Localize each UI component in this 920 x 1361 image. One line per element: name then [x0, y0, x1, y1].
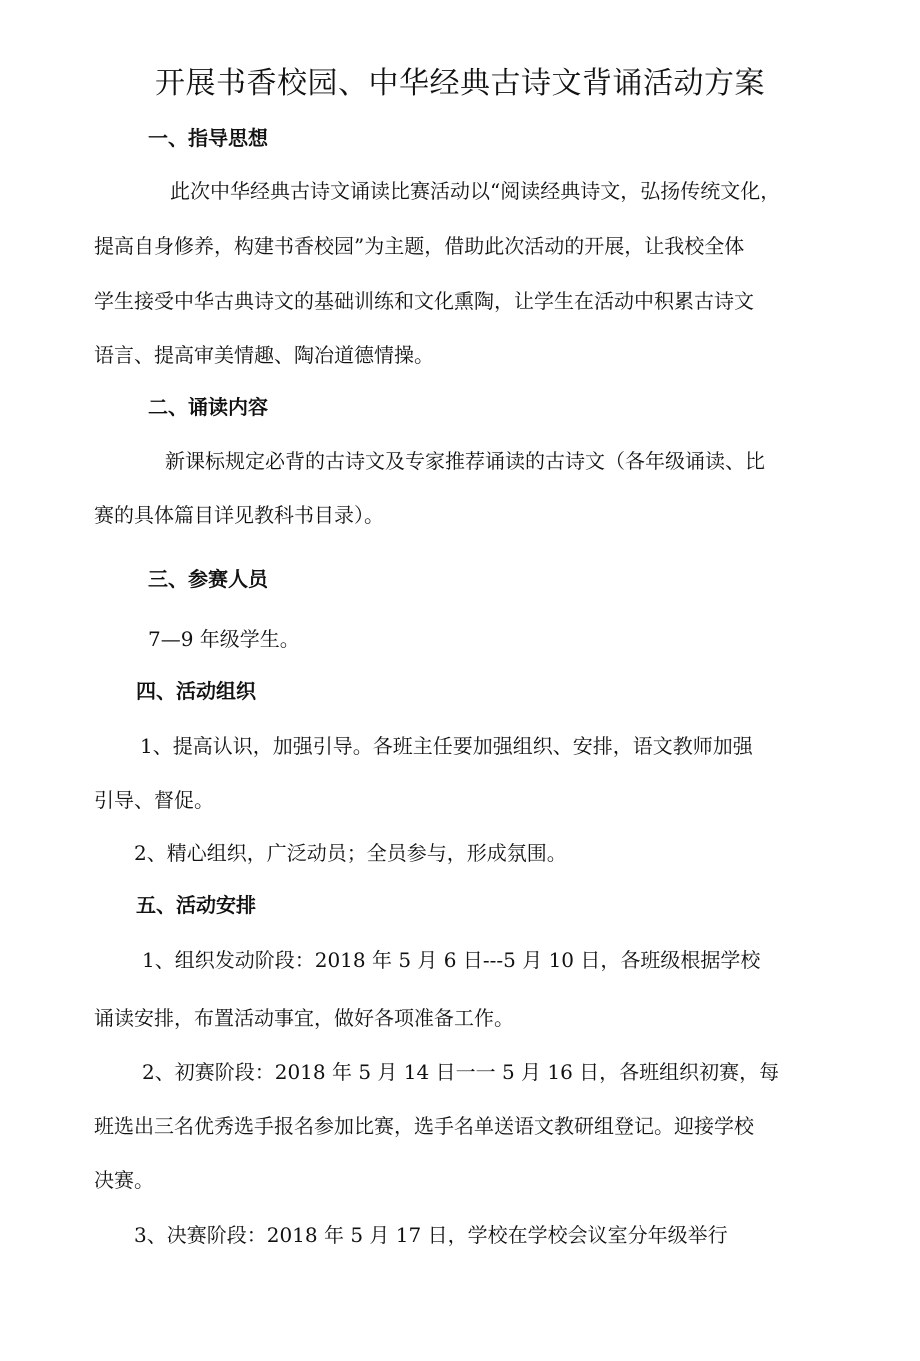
paragraph-line: 班选出三名优秀选手报名参加比赛，选手名单送语文教研组登记。迎接学校	[94, 1114, 754, 1138]
paragraph-line: 语言、提高审美情趣、陶冶道德情操。	[94, 343, 434, 367]
paragraph-line: 2、精心组织，广泛动员；全员参与，形成氛围。	[134, 841, 567, 865]
paragraph-line: 3、决赛阶段：2018 年 5 月 17 日，学校在学校会议室分年级举行	[134, 1223, 728, 1247]
paragraph-line: 此次中华经典古诗文诵读比赛活动以“阅读经典诗文，弘扬传统文化，	[170, 179, 781, 203]
paragraph-line: 2、初赛阶段：2018 年 5 月 14 日一一 5 月 16 日，各班组织初赛，每	[142, 1060, 780, 1084]
paragraph-line: 新课标规定必背的古诗文及专家推荐诵读的古诗文（各年级诵读、比	[165, 449, 765, 473]
section-heading-reading-content: 二、诵读内容	[148, 395, 268, 419]
section-heading-activity-organization: 四、活动组织	[136, 679, 256, 703]
paragraph-line: 赛的具体篇目详见教科书目录）。	[94, 503, 384, 527]
section-heading-activity-schedule: 五、活动安排	[136, 893, 256, 917]
paragraph-line: 学生接受中华古典诗文的基础训练和文化熏陶，让学生在活动中积累古诗文	[94, 289, 754, 313]
document-title: 开展书香校园、中华经典古诗文背诵活动方案	[155, 66, 765, 101]
paragraph-line: 提高自身修养，构建书香校园”为主题，借助此次活动的开展，让我校全体	[94, 234, 745, 258]
paragraph-line: 决赛。	[94, 1168, 154, 1192]
paragraph-line: 1、提高认识，加强引导。各班主任要加强组织、安排，语文教师加强	[140, 734, 753, 758]
section-heading-guiding-thought: 一、指导思想	[148, 126, 268, 150]
paragraph-line: 1、组织发动阶段：2018 年 5 月 6 日---5 月 10 日，各班级根据学校	[142, 948, 761, 972]
section-heading-participants: 三、参赛人员	[148, 567, 268, 591]
paragraph-line: 诵读安排，布置活动事宜，做好各项准备工作。	[94, 1006, 514, 1030]
paragraph-line: 7—9 年级学生。	[148, 627, 300, 651]
paragraph-line: 引导、督促。	[94, 788, 214, 812]
